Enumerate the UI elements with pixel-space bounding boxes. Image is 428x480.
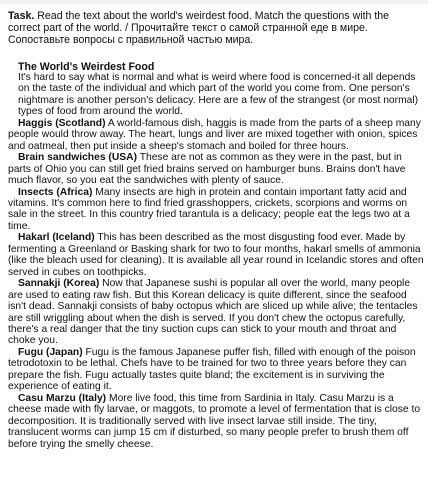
section-heading: Sannakji (Korea)	[18, 278, 100, 290]
section-heading: Casu Marzu (Italy)	[18, 392, 107, 404]
article-title: The World's Weirdest Food	[18, 61, 155, 73]
section-fugu	[8, 347, 424, 393]
section-heading: Insects (Africa)	[18, 186, 93, 198]
section-casu-marzu	[8, 393, 424, 450]
section-heading: Brain sandwiches (USA)	[18, 152, 138, 164]
section-text: These are not as common as they were in the past, but in parts of Ohio you can still get fried brains served on hamburger buns. Brains don't have much flavor, so you eat the sandwiches with plenty of sauce.	[8, 152, 406, 187]
article-body	[8, 72, 424, 450]
section-hakarl	[8, 232, 424, 278]
article-intro: It's hard to say what is normal and what is weird where food is concerned-it all depends on the taste of the individual and which part of the world you come from. One person's nightmare is another person's delicacy. Here are a few of the strangest (or most normal) types of food from around the world.	[18, 72, 419, 118]
section-heading: Fugu (Japan)	[18, 346, 83, 358]
task-text: Read the text about the world's weirdest food. Match the questions with the correct part of the world. / Прочитайте текст о самой странной еде в мире. Сопоставьте вопросы с правильной частью мира.	[8, 10, 390, 46]
task-instruction	[8, 10, 422, 46]
section-heading: Hakarl (Iceland)	[18, 232, 95, 244]
top-edge	[0, 0, 428, 4]
section-heading: Haggis (Scotland)	[18, 117, 106, 129]
section-text: Now that Japanese sushi is popular all over the world, many people are used to eating raw fish. But this Korean delicacy is quite different, since the seafood isn't dead. Sannakji consists of baby octopus which are sliced up while alive; the tentacles are still wriggling about when the dish is served. If you don't chew the octopus carefully, there's a real danger that the tiny suction cups can stick to your mouth and throat and choke you.	[8, 278, 418, 347]
section-brain-sandwiches	[8, 152, 424, 186]
section-text: A world-famous dish, haggis is made from the parts of a sheep many people would throw away. The heart, lungs and liver are mixed together with onion, spices and oatmeal, then put inside a sheep's stomach and boiled for three hours.	[8, 117, 421, 152]
section-text: Fugu is the famous Japanese puffer fish, filled with enough of the poison tetrodotoxin to be lethal. Chefs have to be trained for two to three years before they can prepare the fish. Fugu actually tastes quite bland; the excitement is in surviving the experience of eating it.	[8, 346, 416, 393]
section-sannakji	[8, 278, 424, 347]
section-haggis	[8, 118, 424, 152]
section-insects	[8, 187, 424, 233]
section-text: This has been described as the most disgusting food ever. Made by fermenting a Greenland or Basking shark for two to four months, hakarl smells of ammonia (like the bleach used for cleaning). It is available all year round in Icelandic stores and often served in cubes on toothpicks.	[8, 232, 424, 278]
section-text: Many insects are high in protein and contain important fatty acid and vitamins. It's common here to find fried grasshoppers, crickets, scorpions and worms on sale in the street. In this country fried tarantula is a delicacy; people eat the legs two at a time.	[8, 186, 410, 232]
task-label: Task.	[8, 10, 35, 22]
section-text: More live food, this time from Sardinia in Italy. Casu Marzu is a cheese made with fly larvae, or maggots, to promote a level of fermentation that is close to decomposition. It is traditionally served with live insect larvae still inside. The tiny, translucent worms can jump 15 cm if disturbed, so many people prefer to brush them off before trying the smelly cheese.	[8, 392, 421, 450]
